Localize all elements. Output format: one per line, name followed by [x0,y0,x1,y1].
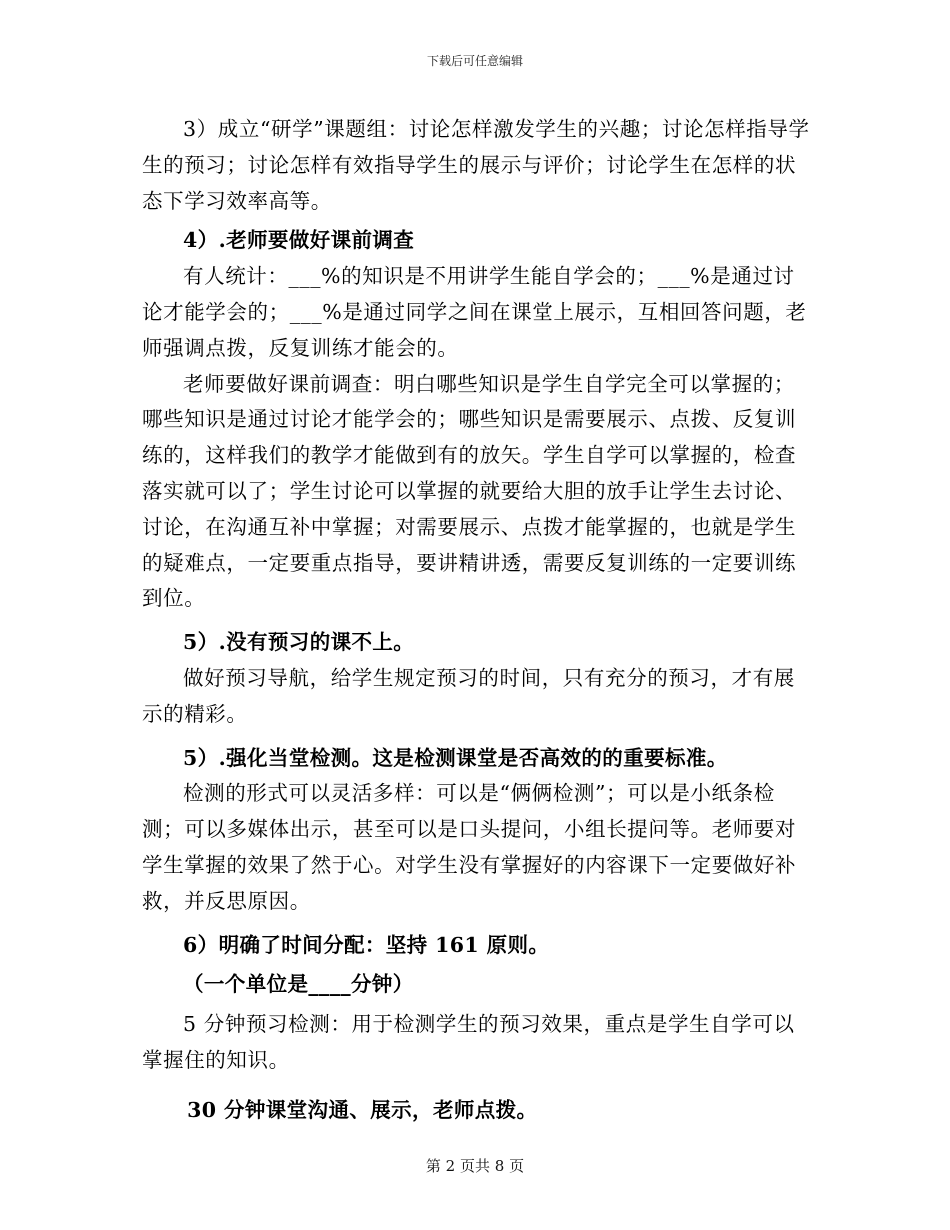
page-header: 下载后可任意编辑 [426,54,523,68]
paragraph-survey-details: 老师要做好课前调查：明白哪些知识是学生自学完全可以掌握的；哪些知识是通过讨论才能学会的；哪些知识是需要展示、点拨、反复训练的，这样我们的教学才能做到有的放矢。学生自学可以掌握的，检查落实就可以了；学生讨论可以掌握的就要给大胆的放手让学生去讨论、讨论，在沟通互补中掌握；对需要展示、点拨才能掌握的，也就是学生的疑难点，一定要重点指导，要讲精讲透，需要反复训练的一定要训练到位。 [142,371,797,611]
page-number-footer: 第 2 页共 8 页 [425,1157,525,1175]
paragraph-preview-guide: 做好预习导航，给学生规定预习的时间，只有充分的预习，才有展示的精彩。 [142,665,795,726]
heading-time-allocation: 6）明确了时间分配：坚持 161 原则。 [183,932,550,957]
heading-pre-class-survey: 4）.老师要做好课前调查 [183,228,415,253]
paragraph-five-minute-check: 5 分钟预习检测：用于检测学生的预习效果，重点是学生自学可以掌握住的知识。 [142,1012,795,1072]
heading-time-unit: （一个单位是____分钟） [183,972,414,997]
heading-no-preview-no-class: 5）.没有预习的课不上。 [183,630,415,655]
paragraph-research-group: 3）成立“研学”课题组：讨论怎样激发学生的兴趣；讨论怎样指导学生的预习；讨论怎样有效指导学生的展示与评价；讨论学生在怎样的状态下学习效率高等。 [142,117,810,213]
paragraph-statistics: 有人统计：___%的知识是不用讲学生能自学会的；___%是通过讨论才能学会的；___%是通过同学之间在课堂上展示，互相回答问题，老师强调点拨，反复训练才能会的。 [142,264,807,360]
paragraph-test-forms: 检测的形式可以灵活多样：可以是“俩俩检测”；可以是小纸条检测；可以多媒体出示，甚至可以是口头提问，小组长提问等。老师要对学生掌握的效果了然于心。对学生没有掌握好的内容课下一定要做好补救，并反思原因。 [142,781,797,913]
document-body [142,112,814,1129]
heading-thirty-minute-session: 30 分钟课堂沟通、展示，老师点拨。 [187,1097,538,1122]
heading-in-class-test: 5）.强化当堂检测。这是检测课堂是否高效的的重要标准。 [183,745,728,770]
